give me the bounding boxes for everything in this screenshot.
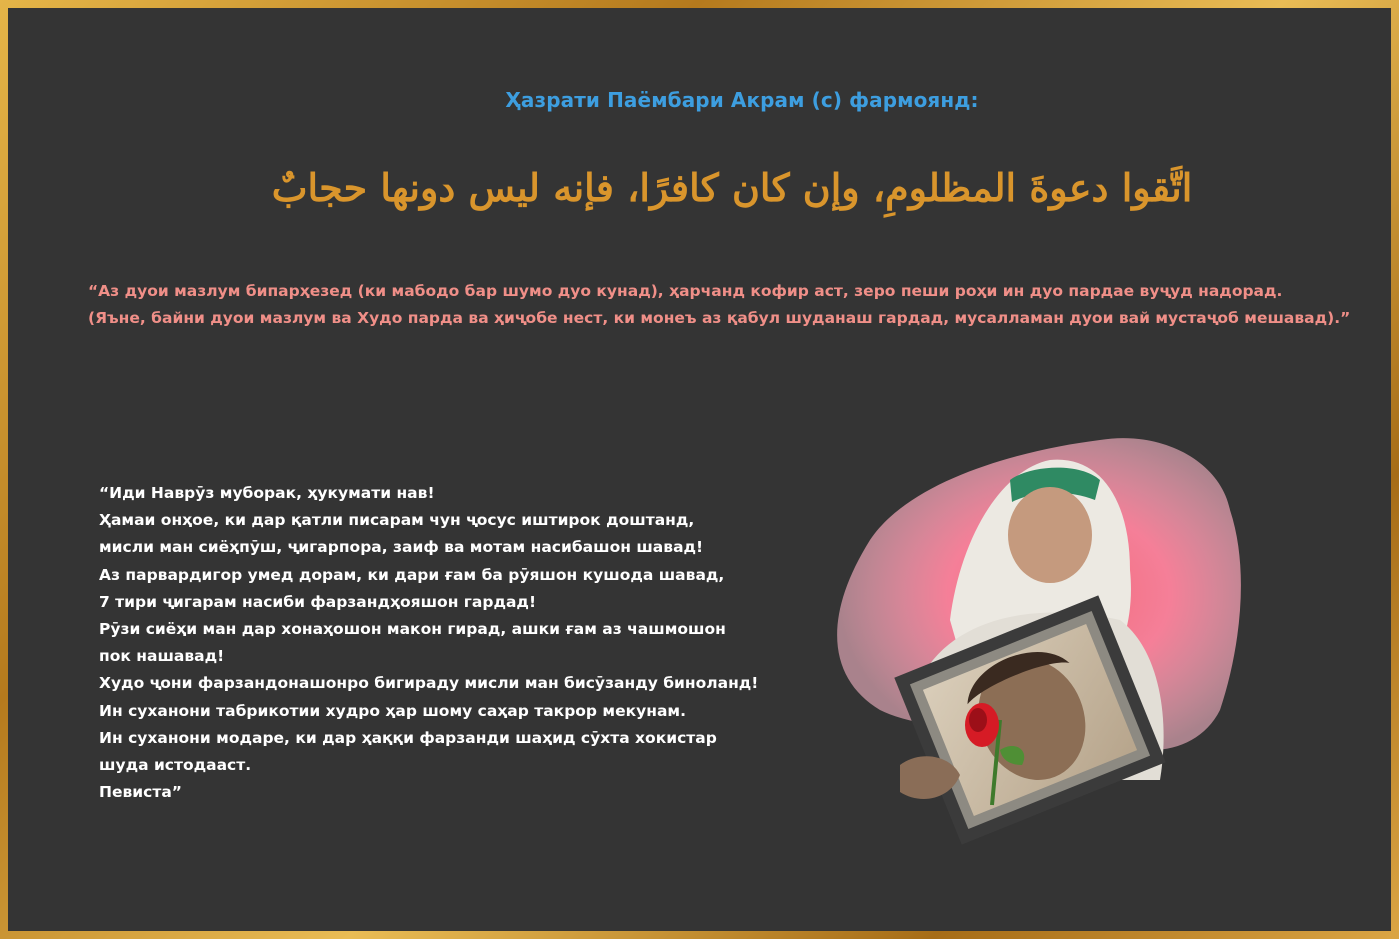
face (1008, 487, 1092, 583)
page-heading: Ҳазрати Паёмбари Акрам (с) фармоянд: (505, 88, 979, 112)
hadith-arabic-text: اتَّقوا دعوةَ المظلومِ، وإن كان كافرًا، فإنه ليس دونها حجابٌ (271, 165, 1193, 210)
mother-with-portrait-illustration (800, 420, 1260, 850)
mother-statement (99, 480, 819, 806)
statement-line: шуда истодааст. (99, 756, 252, 775)
statement-line: Худо ҷони фарзандонашонро бигираду мисли ман бисӯзанду биноланд! (99, 674, 759, 693)
translation-line: “Аз дуои мазлум бипарҳезед (ки мабодо бар шумо дуо кунад), ҳарчанд кофир аст, зеро пеши роҳи ин дуо пардае вуҷуд надорад. (88, 282, 1283, 300)
hadith-translation (88, 278, 1378, 332)
statement-line: Ҳамаи онҳое, ки дар қатли писарам чун ҷосус иштирок доштанд, (99, 511, 695, 530)
statement-line: мисли ман сиёҳпӯш, ҷигарпора, заиф ва мотам насибашон шавад! (99, 538, 704, 557)
statement-line: Ин суханони модаре, ки дар ҳаққи фарзанди шаҳид сӯхта хокистар (99, 728, 717, 747)
statement-line: Рӯзи сиёҳи ман дар хонаҳошон макон гирад, ашки ғам аз чашмошон (99, 620, 726, 639)
statement-line: Ин суханони табрикотии худро ҳар шому саҳар такрор мекунам. (99, 701, 686, 720)
translation-line: (Яъне, байни дуои мазлум ва Худо парда ва ҳиҷобе нест, ки монеъ аз қабул шуданаш гардад, мусалламан дуои вай мустаҷоб мешавад).” (88, 309, 1351, 327)
statement-line: Аз парвардигор умед дорам, ки дари ғам ба рӯяшон кушода шавад, (99, 565, 725, 584)
statement-line: Певиста” (99, 783, 182, 802)
statement-line: “Иди Наврӯз муборак, ҳукумати нав! (99, 484, 435, 502)
statement-line: 7 тири ҷигарам насиби фарзандҳояшон гардад! (99, 592, 537, 611)
statement-line: пок нашавад! (99, 647, 225, 666)
